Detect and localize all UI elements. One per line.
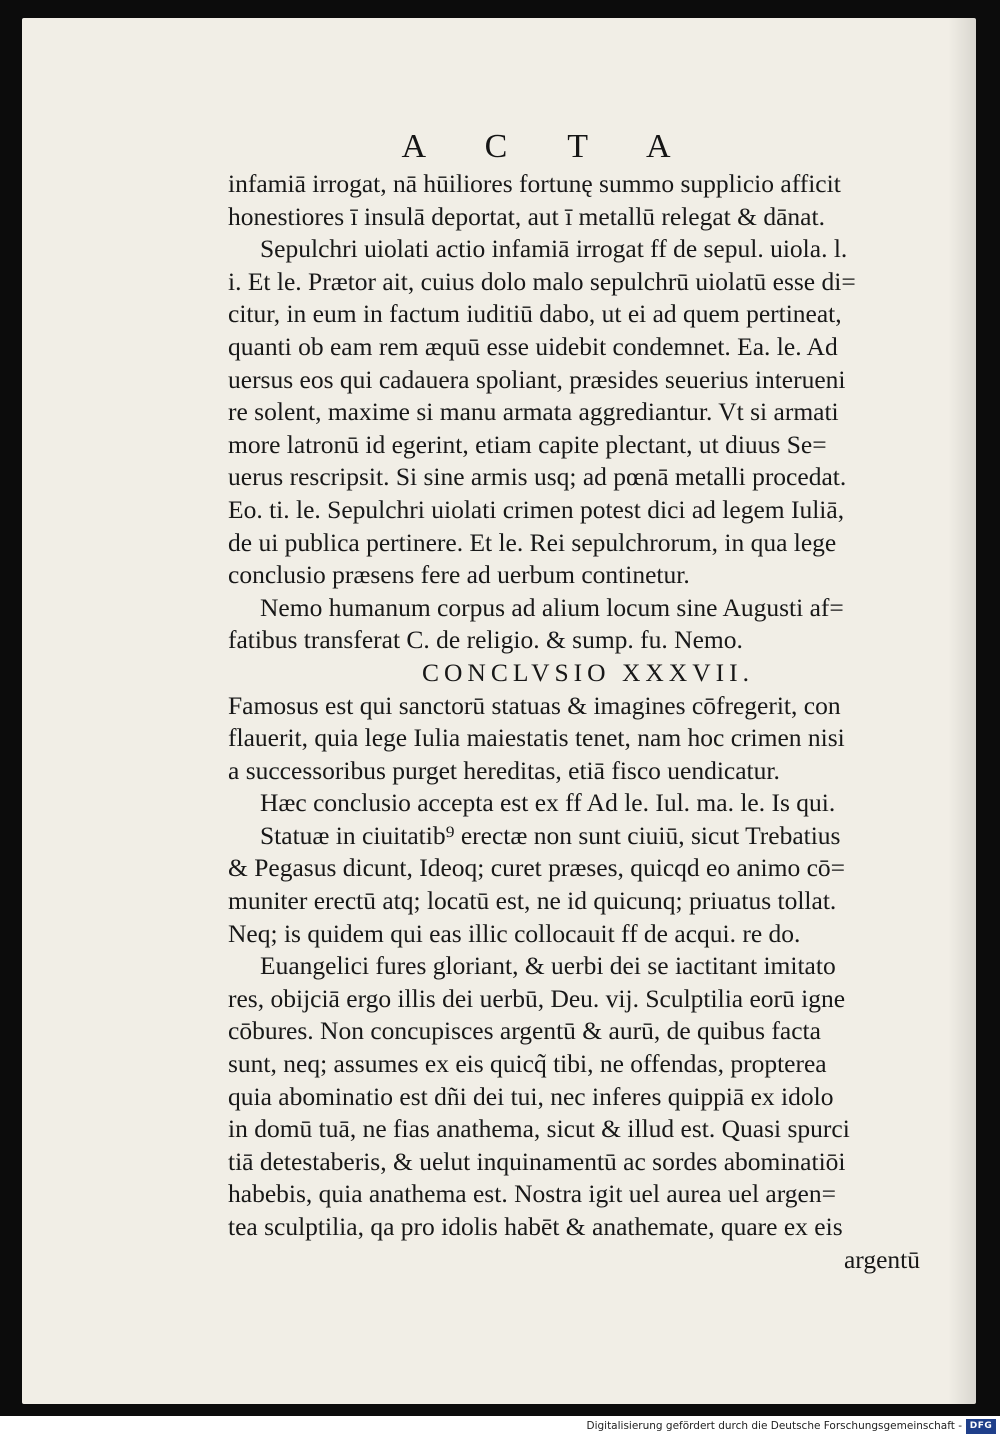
running-header: A C T A — [401, 128, 697, 165]
text-line: tiā detestaberis, & uelut inquinamentū ac sordes abominatiōi — [228, 1146, 846, 1176]
text-line: & Pegasus dicunt, Ideoq; curet præses, quicqd eo animo cō= — [228, 853, 846, 883]
text-line: Statuæ in ciuitatib⁹ erectæ non sunt ciuiū, sicut Trebatius — [260, 820, 841, 850]
text-line: Euangelici fures gloriant, & uerbi dei se iactitant imitato — [260, 951, 836, 981]
text-line: res, obijciā ergo illis dei uerbū, Deu. vij. Sculptilia eorū igne — [228, 983, 846, 1013]
text-line: habebis, quia anathema est. Nostra igit uel aurea uel argen= — [228, 1179, 836, 1209]
page-text — [228, 168, 948, 1276]
catchword: argentū — [843, 1244, 920, 1274]
text-line: fatibus transferat C. de religio. & sump. fu. Nemo. — [228, 625, 743, 655]
dfg-logo: DFG — [966, 1419, 996, 1434]
text-line: sunt, neq; assumes ex eis quicq̃ tibi, ne offendas, propterea — [228, 1049, 827, 1079]
text-line: Neq; is quidem qui eas illic collocauit ff de acqui. re do. — [228, 918, 801, 948]
text-line: i. Et le. Prætor ait, cuius dolo malo sepulchrū uiolatū esse di= — [228, 266, 856, 296]
funding-notice: Digitalisierung gefördert durch die Deutsche Forschungsgemeinschaft - — [586, 1420, 962, 1432]
text-line: de ui publica pertinere. Et le. Rei sepulchrorum, in qua lege — [228, 527, 837, 557]
section-heading: CONCLVSIO XXXVII. — [422, 657, 754, 687]
text-line: uersus eos qui cadauera spoliant, præsides seuerius interueni — [228, 364, 846, 394]
text-line: re solent, maxime si manu armata aggrediantur. Vt si armati — [228, 397, 839, 427]
text-line: Nemo humanum corpus ad alium locum sine Augusti af= — [260, 592, 844, 622]
text-line: tea sculptilia, qa pro idolis habēt & anathemate, quare ex eis — [228, 1212, 843, 1241]
text-line: cōbures. Non concupisces argentū & aurū, de quibus facta — [228, 1016, 821, 1046]
text-line: quanti ob eam rem æquū esse uidebit condemnet. Ea. le. Ad — [228, 331, 838, 361]
text-line: a successoribus purget hereditas, etiā fisco uendicatur. — [228, 755, 780, 785]
footer-bar — [0, 1416, 1000, 1439]
text-line: in domū tuā, ne fias anathema, sicut & illud est. Quasi spurci — [228, 1114, 850, 1144]
text-line: flauerit, quia lege Iulia maiestatis tenet, nam hoc crimen nisi — [228, 723, 845, 753]
text-line: quia abominatio est dñi dei tui, nec inferes quippiā ex idolo — [228, 1081, 834, 1111]
text-line: Eo. ti. le. Sepulchri uiolati crimen potest dici ad legem Iuliā, — [228, 494, 845, 524]
text-line: infamiā irrogat, nā hūiliores fortunę summo supplicio afficit — [228, 169, 841, 198]
text-line: conclusio præsens fere ad uerbum continetur. — [228, 560, 690, 590]
text-line: Sepulchri uiolati actio infamiā irrogat ff de sepul. uiola. l. — [260, 234, 848, 264]
text-line: honestiores ī insulā deportat, aut ī metallū relegat & dānat. — [228, 201, 825, 231]
text-line: Famosus est qui sanctorū statuas & imagines cōfregerit, con — [228, 690, 841, 720]
text-line: uerus rescripsit. Si sine armis usq; ad pœnā metalli procedat. — [228, 462, 847, 492]
text-line: Hæc conclusio accepta est ex ff Ad le. Iul. ma. le. Is qui. — [260, 788, 836, 818]
text-line: citur, in eum in factum iuditiū dabo, ut ei ad quem pertineat, — [228, 299, 842, 329]
text-line: more latronū id egerint, etiam capite plectant, ut diuus Se= — [228, 429, 827, 459]
book-page — [22, 18, 976, 1404]
text-line: muniter erectū atq; locatū est, ne id quicunq; priuatus tollat. — [228, 886, 837, 916]
